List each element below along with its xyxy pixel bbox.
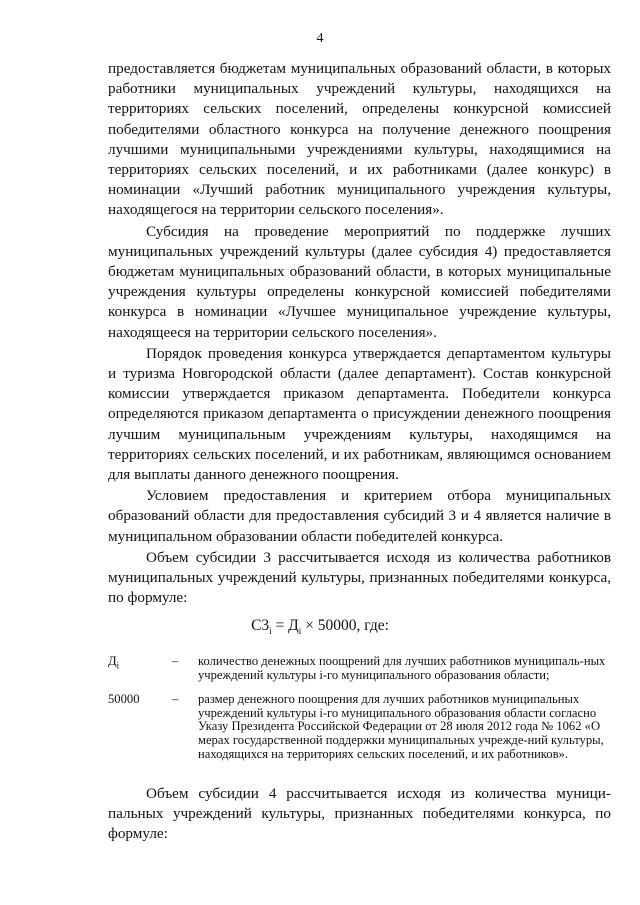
formula-subsidy-3 bbox=[0, 617, 640, 636]
paragraph-1: предоставляется бюджетам муниципальных образований области, в которых работники муниципальных учреждений культуры, находящихся на территориях сельских поселений, определены конкурсной комиссией победителями областного конкурса на получение денежного поощрения лучшими муниципальными учреждениями культуры, находящимися на территориях сельских поселений, и их работниками (далее конкурс) в номинации «Лучший работник муниципального учреждения культуры, находящегося на территории сельского поселения». bbox=[108, 60, 611, 219]
paragraph-2: Субсидия на проведение мероприятий по поддержке лучших муниципальных учреждений культуры (далее субсидия 4) предоставляется бюджетам муниципальных образований области, в которых муниципальные учреждения культуры определены конкурсной комиссией победителями конкурса в номинации «Лучшее муниципальное учреждение культуры, находящееся на территории сельского поселения». bbox=[108, 222, 611, 341]
paragraph-5: Объем субсидии 3 рассчитывается исходя из количества работников муниципальных учреждений культуры, признанных победителями конкурса, по формуле: bbox=[108, 548, 611, 607]
paragraph-3: Порядок проведения конкурса утверждается департаментом культуры и туризма Новгородской области (далее департамент). Состав конкурсной комиссии утверждается приказом департамента. Победители конкурса определяются приказом департамента о присуждении денежного поощрения лучшим муниципальным учреждениям культуры, находящимся на территориях сельских поселений, и их работникам, являющимся основанием для выплаты данного денежного поощрения. bbox=[108, 344, 611, 484]
legend-item bbox=[108, 693, 611, 761]
legend-text: размер денежного поощрения для лучших работников муниципальных учреждений культуры i-го муниципального образования области согласно Указу Президента Российской Федерации от 28 июля 2012 года № 1062 «О мерах государственной поддержки муниципальных учрежде-ний культуры, находящихся на территориях сельских поселений, и их работников». bbox=[198, 692, 604, 761]
legend-text: количество денежных поощрений для лучших работников муниципаль-ных учреждений культуры i-го муниципального образования области; bbox=[198, 654, 606, 682]
legend-dash: – bbox=[172, 654, 179, 668]
body-text bbox=[108, 59, 611, 608]
paragraph-6: Объем субсидии 4 рассчитывается исходя из количества муници-пальных учреждений культуры, признанных победителями конкурса, по формуле: bbox=[108, 785, 611, 843]
formula-lhs-subscript: i bbox=[269, 626, 272, 637]
formula-rest: × 50000, где: bbox=[301, 617, 389, 634]
legend-symbol: $Д_i$ bbox=[108, 654, 120, 671]
page-number: 4 bbox=[316, 31, 324, 46]
paragraph-4: Условием предоставления и критерием отбора муниципальных образований области для предоставления субсидий 3 и 4 является наличие в муниципальном образовании области победителей конкурса. bbox=[108, 487, 611, 545]
formula-eq: = Д bbox=[271, 617, 299, 634]
legend-dash: – bbox=[172, 692, 179, 707]
legend-item bbox=[108, 655, 611, 682]
formula-legend bbox=[108, 655, 611, 772]
formula-rhs-subscript: i bbox=[298, 626, 302, 637]
formula-lhs: С3 bbox=[251, 617, 270, 634]
legend-symbol: 50000 bbox=[108, 692, 140, 707]
